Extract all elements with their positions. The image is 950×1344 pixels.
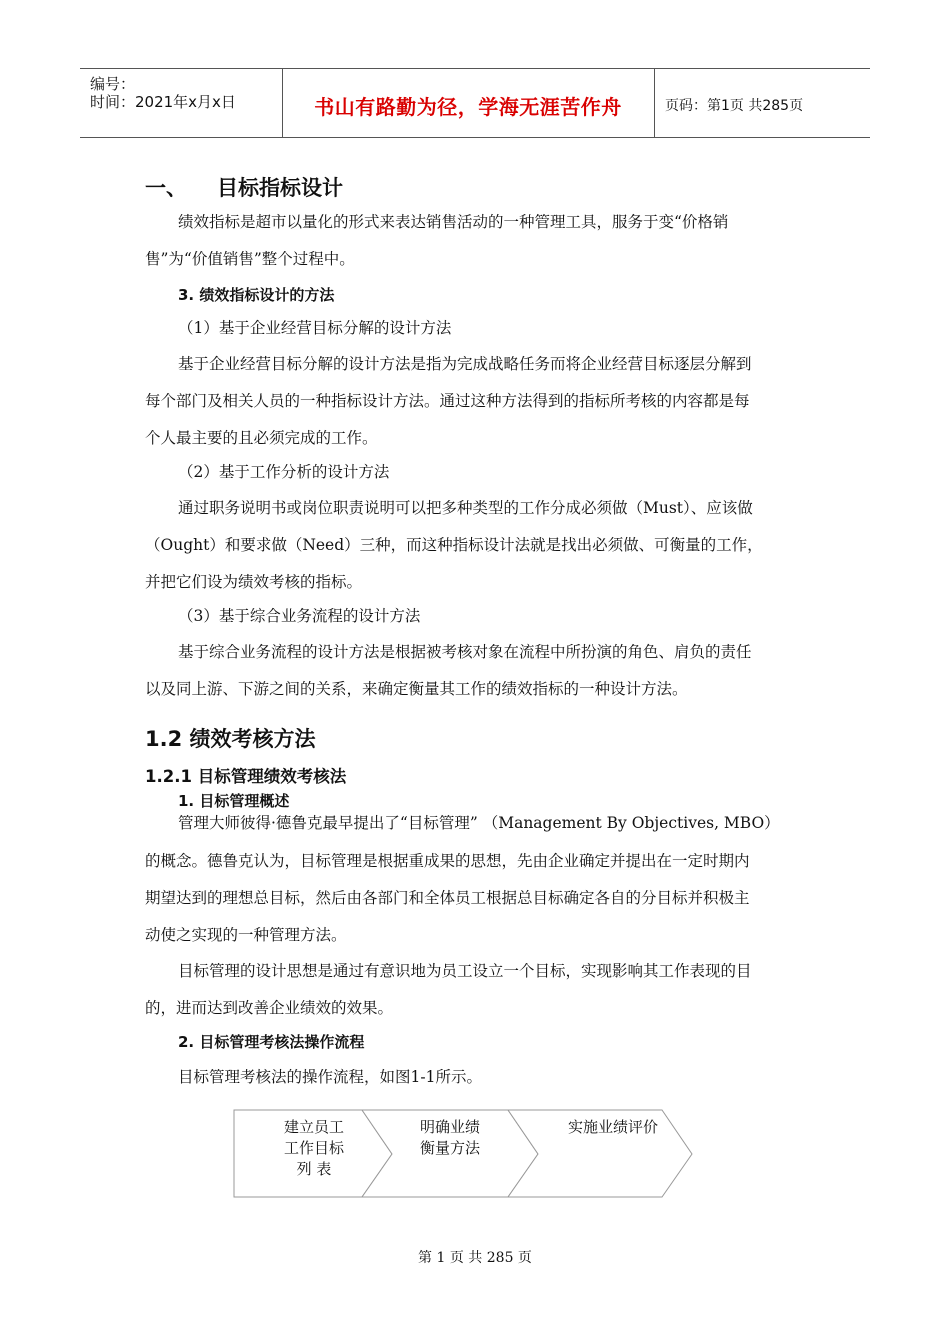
paragraph-line: 个人最主要的且必须完成的工作。 xyxy=(145,429,378,447)
subheading-overview: 1. 目标管理概述 xyxy=(178,792,290,810)
paragraph-line: 目标管理的设计思想是通过有意识地为员工设立一个目标，实现影响其工作表现的目 xyxy=(178,962,752,980)
page-header xyxy=(80,68,870,138)
header-page-info: 页码：第1页 共285页 xyxy=(665,98,804,114)
paragraph-line: 的概念。德鲁克认为，目标管理是根据重成果的思想，先由企业确定并提出在一定时期内 xyxy=(145,852,750,870)
paragraph-line: 并把它们设为绩效考核的指标。 xyxy=(145,573,363,591)
method-3-title: （3）基于综合业务流程的设计方法 xyxy=(178,607,421,625)
section-title: 目标指标设计 xyxy=(217,176,343,200)
paragraph-line: （Ought）和要求做（Need）三种，而这种指标设计法就是找出必须做、可衡量的工作， xyxy=(145,536,763,554)
paragraph-line: 期望达到的理想总目标，然后由各部门和全体员工根据总目标确定各自的分目标并积极主 xyxy=(145,889,750,907)
document-number-label: 编号： xyxy=(90,75,136,93)
paragraph-line: 每个部门及相关人员的一种指标设计方法。通过这种方法得到的指标所考核的内容都是每 xyxy=(145,392,750,410)
section-number: 一、 xyxy=(145,176,187,200)
subheading-flow: 2. 目标管理考核法操作流程 xyxy=(178,1033,365,1051)
document-date: 时间：2021年x月x日 xyxy=(90,93,236,111)
header-motto: 书山有路勤为径，学海无涯苦作舟 xyxy=(314,95,622,119)
method-1-title: （1）基于企业经营目标分解的设计方法 xyxy=(178,319,452,337)
section-heading xyxy=(145,172,343,202)
method-2-title: （2）基于工作分析的设计方法 xyxy=(178,463,390,481)
paragraph-line: 动使之实现的一种管理方法。 xyxy=(145,926,347,944)
header-meta-cell xyxy=(80,69,283,137)
process-flow-diagram xyxy=(232,1108,696,1200)
heading-1-2: 1.2 绩效考核方法 xyxy=(145,727,316,751)
paragraph-line: 基于综合业务流程的设计方法是根据被考核对象在流程中所扮演的角色、肩负的责任 xyxy=(178,643,752,661)
paragraph-line: 售”为“价值销售”整个过程中。 xyxy=(145,250,355,268)
flow-step-2-label: 明确业绩 衡量方法 xyxy=(419,1118,480,1157)
paragraph-line: 管理大师彼得·德鲁克最早提出了“目标管理” （Management By Objectives, MBO） xyxy=(178,814,780,832)
paragraph-line: 基于企业经营目标分解的设计方法是指为完成战略任务而将企业经营目标逐层分解到 xyxy=(178,355,752,373)
paragraph-line: 目标管理考核法的操作流程，如图1-1所示。 xyxy=(178,1068,482,1086)
paragraph-line: 以及同上游、下游之间的关系，来确定衡量其工作的绩效指标的一种设计方法。 xyxy=(145,680,688,698)
flow-step-3-label: 实施业绩评价 xyxy=(567,1118,658,1136)
paragraph-line: 的，进而达到改善企业绩效的效果。 xyxy=(145,999,394,1017)
header-motto-cell xyxy=(282,69,655,137)
page-footer: 第 1 页 共 285 页 xyxy=(418,1250,532,1266)
heading-1-2-1: 1.2.1 目标管理绩效考核法 xyxy=(145,767,347,786)
paragraph-line: 绩效指标是超市以量化的形式来表达销售活动的一种管理工具，服务于变“价格销 xyxy=(178,213,729,231)
flow-step-1-label: 建立员工 工作目标 列 表 xyxy=(283,1118,344,1178)
paragraph-line: 通过职务说明书或岗位职责说明可以把多种类型的工作分成必须做（Must）、应该做 xyxy=(178,499,753,517)
method-heading: 3. 绩效指标设计的方法 xyxy=(178,286,335,304)
header-page-cell xyxy=(655,69,870,137)
